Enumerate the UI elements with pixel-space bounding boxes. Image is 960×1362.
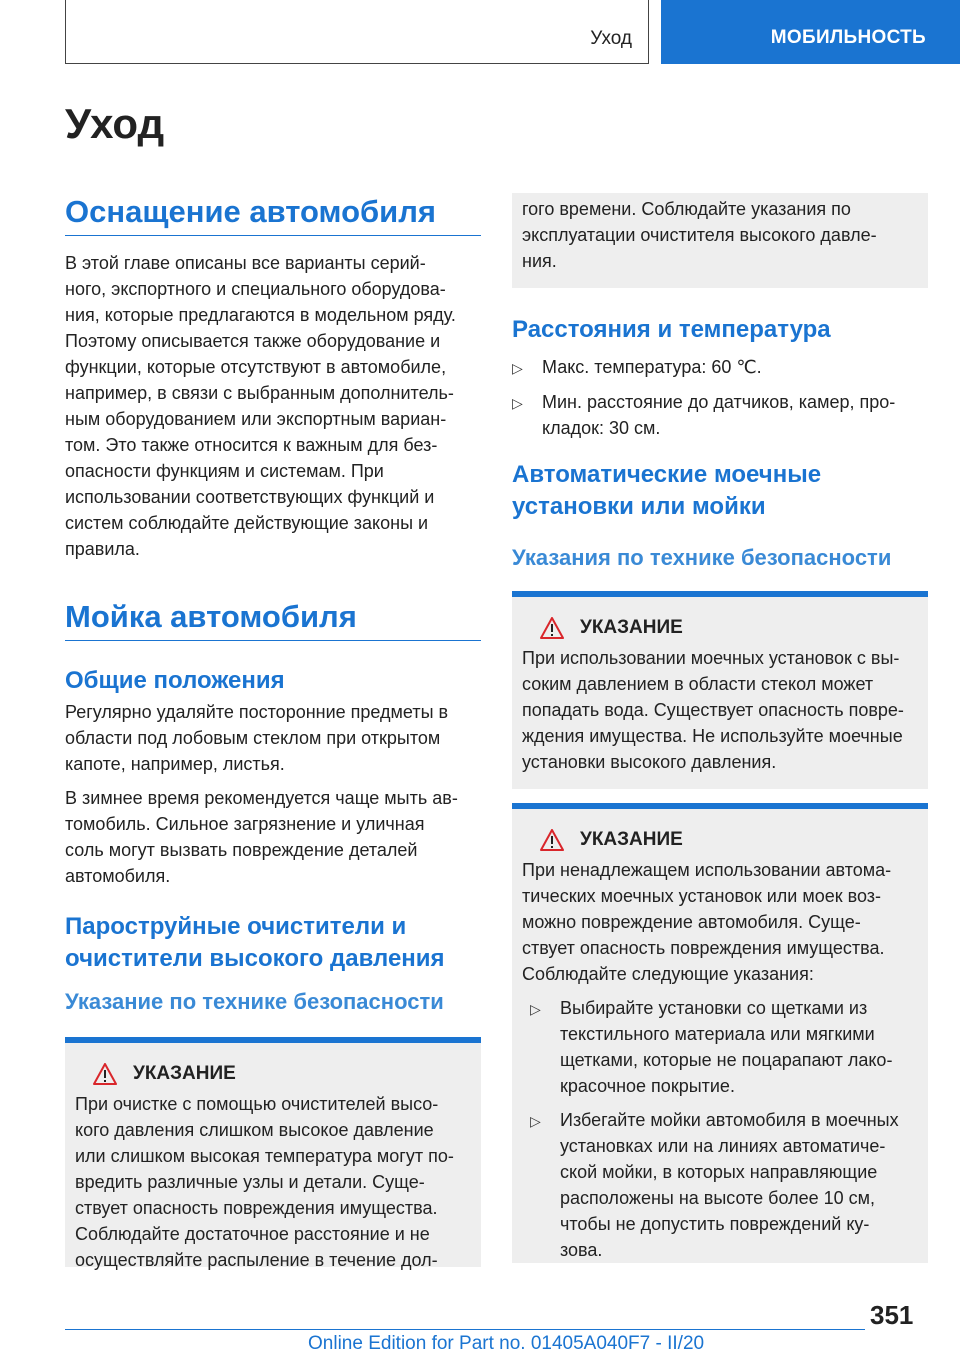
heading-distances: Расстояния и температура	[512, 316, 831, 343]
bullet-triangle-icon: ▷	[512, 395, 523, 411]
heading-steam-cleaners: Пароструйные очистители и очистители высокого давления	[65, 913, 445, 972]
heading-general: Общие положения	[65, 667, 285, 694]
page-number: 351	[870, 1300, 914, 1330]
right-column	[512, 193, 928, 1263]
footer-divider	[65, 1329, 865, 1330]
warning-text: При ненадлежащем использовании автома- тических моечных установок или моек воз- можно повреждение автомобиля. Суще- ствует опасность повреждения имущества. Соблюдайте следующие указания:	[522, 860, 892, 984]
warning-header	[540, 829, 916, 851]
warning-text: При очистке с помощью очистителей высо- кого давления слишком высокое давление или слишком высокая температура могут по- вредить различные узлы и детали. Суще- ствует опасность повреждения имущества. Соблюдайте достаточное расстояние и не осуществляйте распыление в течение дол-	[75, 1094, 454, 1270]
warning-box-continued	[512, 193, 928, 288]
list-item: ▷ Мин. расстояние до датчиков, камер, про- кладок: 30 см.	[512, 389, 928, 441]
footer-edition-link[interactable]: Online Edition for Part no. 01405A040F7 - II/20	[308, 1333, 705, 1354]
header-chapter-tab[interactable]	[661, 0, 960, 64]
heading-automatic-wash: Автоматические моечные установки или мойки	[512, 461, 822, 520]
left-column	[65, 193, 481, 1270]
distance-list	[512, 354, 928, 441]
warning-title: УКАЗАНИЕ	[133, 1063, 236, 1084]
heading-equipment: Оснащение автомобиля	[65, 193, 481, 236]
warning-box-1	[512, 591, 928, 789]
header-section-box	[65, 0, 649, 64]
warning-header	[93, 1063, 469, 1085]
general-paragraph-1: Регулярно удаляйте посторонние предметы в области под лобовым стеклом при открытом капоте, например, листья.	[65, 702, 449, 774]
bullet-triangle-icon: ▷	[512, 360, 523, 376]
warning-triangle-icon	[540, 617, 564, 639]
list-item: ▷ Выбирайте установки со щетками из текстильного материала или мягкими щетками, которые не поцарапают лако- красочное покрытие.	[530, 995, 916, 1099]
warning-title: УКАЗАНИЕ	[580, 829, 683, 850]
warning-box	[65, 1037, 481, 1270]
warning-triangle-icon	[540, 829, 564, 851]
header-section-title: Уход	[590, 28, 632, 49]
page-title: Уход	[65, 100, 165, 147]
warning-text: При использовании моечных установок с вы- соким давлением в области стекол может попадать вода. Существует опасность повре- ждения имущества. Не используйте моечные установки высокого давления.	[522, 648, 904, 772]
list-item: ▷ Избегайте мойки автомобиля в моечных установках или на линиях автоматиче- ской мойки, в которых направляющие расположены на высоте более 10 см, чтобы не допустить повреждений ку- зова.	[530, 1107, 916, 1263]
equipment-paragraph: В этой главе описаны все варианты серий- ного, экспортного и специального оборудова- ния, которые предлагаются в модельном ряду. Поэтому описывается также оборудование и функции, которые отсутствуют в автомобиле, например, в связи с выбранным дополнитель- ным оборудованием или экспортным вариан- том. Это также относится к важным для без- опасности функциям и системам. При использовании соответствующих функций и систем соблюдайте действующие законы и правила.	[65, 253, 456, 559]
heading-car-wash: Мойка автомобиля	[65, 598, 481, 641]
warning-continued-text: гого времени. Соблюдайте указания по эксплуатации очистителя высокого давле- ния.	[522, 199, 877, 271]
warning-header	[540, 617, 916, 639]
warning-title: УКАЗАНИЕ	[580, 617, 683, 638]
header-chapter-label: МОБИЛЬНОСТЬ	[770, 27, 926, 48]
heading-safety-notes: Указания по технике безопасности	[512, 545, 892, 570]
heading-safety-note: Указание по технике безопасности	[65, 989, 444, 1014]
warning-box-2	[512, 803, 928, 1263]
general-paragraph-2: В зимнее время рекомендуется чаще мыть ав- томобиль. Сильное загрязнение и уличная соль могут вызвать повреждение деталей автомобиля.	[65, 788, 458, 886]
bullet-triangle-icon: ▷	[530, 1001, 541, 1017]
bullet-triangle-icon: ▷	[530, 1113, 541, 1129]
warning-triangle-icon	[93, 1063, 117, 1085]
list-item: ▷ Макс. температура: 60 ℃.	[512, 354, 928, 381]
